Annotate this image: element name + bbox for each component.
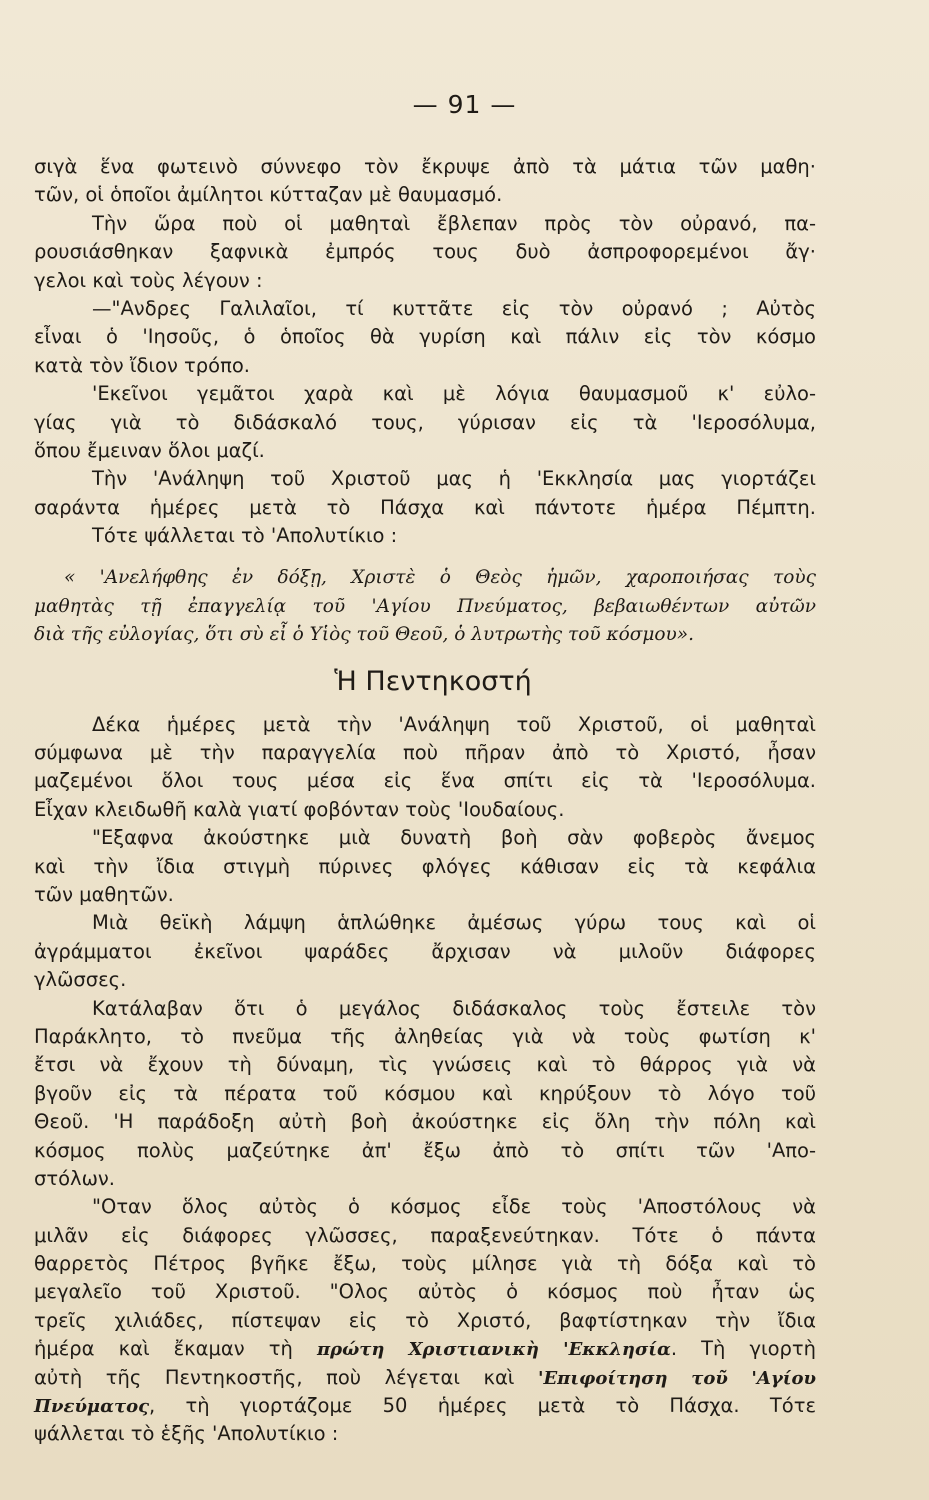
text-line: καὶ τὴν ἴδια στιγμὴ πύρινες φλόγες κάθισαν εἰς τὰ κεφάλια <box>34 854 816 878</box>
text-line: μεγαλεῖο τοῦ Χριστοῦ. "Ολος αὐτὸς ὁ κόσμος ποὺ ἦταν ὡς <box>34 1280 816 1304</box>
body-text <box>34 153 816 1449</box>
text-line: στόλων. <box>34 1166 115 1190</box>
apolytikion-ascension <box>34 564 816 649</box>
hymn-line: διὰ τῆς εὐλογίας, ὅτι σὺ εἶ ὁ Υἱὸς τοῦ Θεοῦ, ὁ λυτρωτὴς τοῦ κόσμου». <box>34 624 694 646</box>
text-line: —"Ανδρες Γαλιλαῖοι, τί κυττᾶτε εἰς τὸν οὐρανό ; Αὐτὸς <box>92 296 816 320</box>
text-line: Τὴν 'Ανάληψη τοῦ Χριστοῦ μας ἡ 'Εκκλησία μας γιορτάζει <box>92 467 816 491</box>
text-line: θαρρετὸς Πέτρος βγῆκε ἔξω, τοὺς μίλησε γιὰ τὴ δόξα καὶ τὸ <box>34 1252 816 1276</box>
section-heading: Ἡ Πεντηκοστή <box>334 665 532 697</box>
emphasis-text: πρώτη Χριστιανικὴ 'Εκκλησία <box>316 1339 671 1361</box>
text-run: αὐτὴ τῆς Πεντηκοστῆς, ποὺ λέγεται καὶ <box>34 1365 538 1389</box>
text-line: "Οταν ὅλος αὐτὸς ὁ κόσμος εἶδε τοὺς 'Αποστόλους νὰ <box>92 1195 816 1219</box>
emphasis-text: 'Επιφοίτηση τοῦ 'Αγίου <box>537 1367 816 1389</box>
text-line: Κατάλαβαν ὅτι ὁ μεγάλος διδάσκαλος τοὺς ἔστειλε τὸν <box>92 996 816 1020</box>
text-line: μαζεμένοι ὅλοι τους μέσα εἰς ἕνα σπίτι εἰς τὰ 'Ιεροσόλυμα. <box>34 769 816 793</box>
text-line: 'Εκεῖνοι γεμᾶτοι χαρὰ καὶ μὲ λόγια θαυμασμοῦ κ' εὐλο- <box>92 382 816 406</box>
text-line: σύμφωνα μὲ τὴν παραγγελία ποὺ πῆραν ἀπὸ τὸ Χριστό, ἦσαν <box>34 741 816 765</box>
pentecost-narrative <box>34 711 816 1449</box>
text-line: τῶν, οἱ ὁποῖοι ἀμίλητοι κύτταζαν μὲ θαυμασμό. <box>34 183 503 207</box>
text-line: κατὰ τὸν ἴδιον τρόπο. <box>34 353 250 377</box>
text-line: ἔτσι νὰ ἔχουν τὴ δύναμη, τὶς γνώσεις καὶ τὸ θάρρος γιὰ νὰ <box>34 1053 816 1077</box>
text-line: σιγὰ ἕνα φωτεινὸ σύννεφο τὸν ἔκρυψε ἀπὸ τὰ μάτια τῶν μαθη· <box>34 155 816 178</box>
text-line: Παράκλητο, τὸ πνεῦμα τῆς ἀληθείας γιὰ νὰ τοὺς φωτίση κ' <box>34 1024 816 1048</box>
text-run: . Τὴ γιορτὴ <box>670 1337 817 1361</box>
page-number: — 91 — <box>412 90 517 119</box>
text-line: ὅπου ἔμειναν ὅλοι μαζί. <box>34 438 265 462</box>
text-line: γελοι καὶ τοὺς λέγουν : <box>34 268 263 292</box>
text-line: ἀγράμματοι ἐκεῖνοι ψαράδες ἄρχισαν νὰ μιλοῦν διάφορες <box>34 939 816 963</box>
emphasis-text: Πνεύματος <box>34 1396 150 1418</box>
text-line: ψάλλεται τὸ ἑξῆς 'Απολυτίκιο : <box>34 1422 339 1446</box>
text-line: Μιὰ θεϊκὴ λάμψη ἁπλώθηκε ἀμέσως γύρω τους καὶ οἱ <box>92 911 816 935</box>
text-line: εἶναι ὁ 'Ιησοῦς, ὁ ὁποῖος θὰ γυρίση καὶ πάλιν εἰς τὸν κόσμο <box>34 325 816 349</box>
ascension-narrative <box>34 153 816 550</box>
text-line: βγοῦν εἰς τὰ πέρατα τοῦ κόσμου καὶ κηρύξουν τὸ λόγο τοῦ <box>34 1081 816 1105</box>
text-line: Τὴν ὥρα ποὺ οἱ μαθηταὶ ἔβλεπαν πρὸς τὸν οὐρανό, πα- <box>92 211 816 235</box>
text-line: γίας γιὰ τὸ διδάσκαλό τους, γύρισαν εἰς τὰ 'Ιεροσόλυμα, <box>34 410 816 434</box>
hymn-line: μαθητὰς τῇ ἐπαγγελίᾳ τοῦ 'Αγίου Πνεύματος, βεβαιωθέντων αὐτῶν <box>34 595 816 617</box>
text-run: , τὴ γιορτάζομε 50 ἡμέρες μετὰ τὸ Πάσχα. Τότε <box>149 1394 816 1418</box>
text-line: γλῶσσες. <box>34 968 127 992</box>
text-line: "Εξαφνα ἀκούστηκε μιὰ δυνατὴ βοὴ σὰν φοβερὸς ἄνεμος <box>92 826 816 850</box>
text-run: ἡμέρα καὶ ἔκαμαν τὴ <box>34 1337 317 1361</box>
text-line: ρουσιάσθηκαν ξαφνικὰ ἐμπρός τους δυὸ ἀσπροφορεμένοι ἄγ· <box>34 240 816 264</box>
text-line: Δέκα ἡμέρες μετὰ τὴν 'Ανάληψη τοῦ Χριστοῦ, οἱ μαθηταὶ <box>92 712 816 736</box>
text-line: τρεῖς χιλιάδες, πίστεψαν εἰς τὸ Χριστό, βαφτίστηκαν τὴν ἴδια <box>34 1308 816 1332</box>
text-line: Εἶχαν κλειδωθῆ καλὰ γιατί φοβόνταν τοὺς 'Ιουδαίους. <box>34 797 565 821</box>
hymn-line: « 'Ανελήφθης ἐν δόξῃ, Χριστὲ ὁ Θεὸς ἡμῶν, χαροποιήσας τοὺς <box>64 567 816 589</box>
text-line <box>34 1392 816 1420</box>
text-line <box>34 1335 816 1363</box>
text-line: Θεοῦ. 'Η παράδοξη αὐτὴ βοὴ ἀκούστηκε εἰς ὅλη τὴν πόλη καὶ <box>34 1110 816 1134</box>
text-line: Τότε ψάλλεται τὸ 'Απολυτίκιο : <box>92 524 398 548</box>
text-line <box>34 1364 816 1392</box>
text-line: σαράντα ἡμέρες μετὰ τὸ Πάσχα καὶ πάντοτε ἡμέρα Πέμπτη. <box>34 495 816 519</box>
text-line: τῶν μαθητῶν. <box>34 882 174 906</box>
text-line: μιλᾶν εἰς διάφορες γλῶσσες, παραξενεύτηκαν. Τότε ὁ πάντα <box>34 1223 816 1247</box>
text-line: κόσμος πολὺς μαζεύτηκε ἀπ' ἔξω ἀπὸ τὸ σπίτι τῶν 'Απο- <box>34 1138 816 1162</box>
